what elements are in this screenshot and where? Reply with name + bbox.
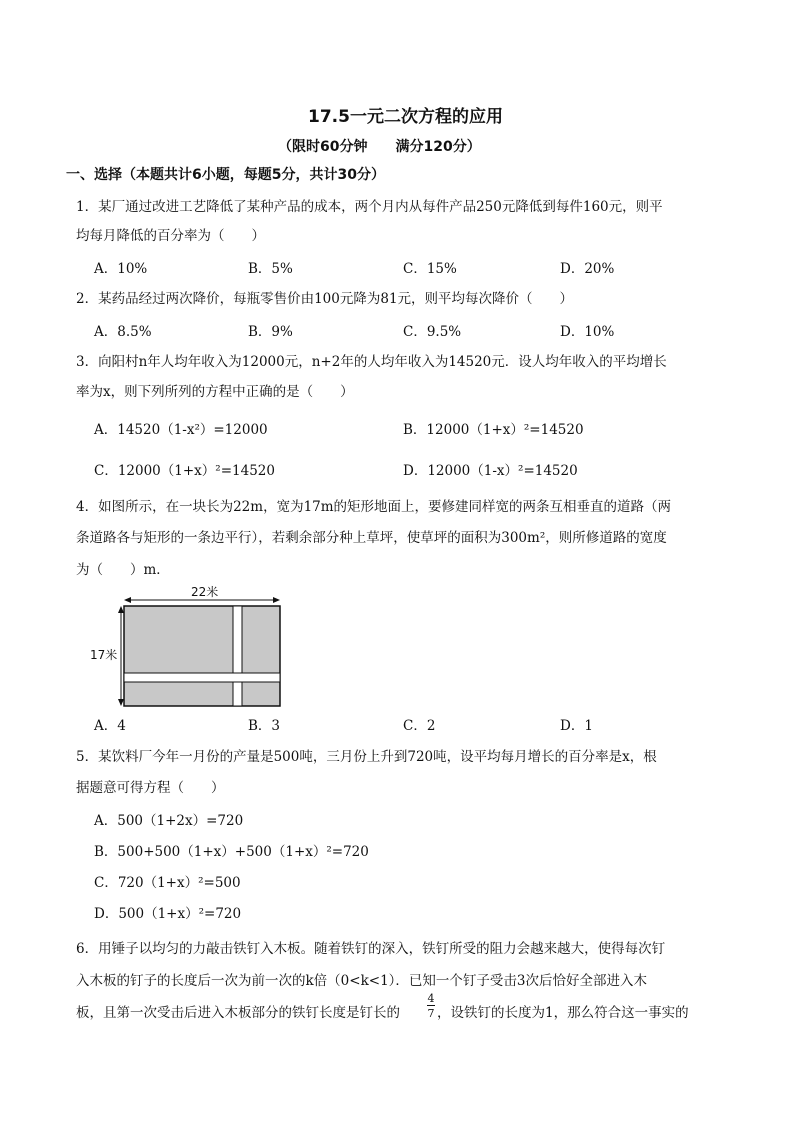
fraction-denominator: 7 <box>427 1007 435 1020</box>
q2-option-a: A．8.5% <box>94 324 152 340</box>
q4-option-c: C．2 <box>403 718 436 734</box>
q3-line2: 率为x，则下列所列的方程中正确的是（ ） <box>76 384 354 400</box>
q5-line1: 5．某饮料厂今年一月份的产量是500吨，三月份上升到720吨，设平均每月增长的百分率是x，根 <box>76 749 657 765</box>
q6-line3b: ，设铁钉的长度为1，那么符合这一事实的 <box>437 1005 689 1021</box>
q1-line2: 均每月降低的百分率为（ ） <box>76 228 265 244</box>
q3-line1: 3．向阳村n年人均年收入为12000元，n+2年的人均年收入为14520元．设人均年收入的平均增长 <box>76 354 667 370</box>
q5-option-d: D．500（1+x）²=720 <box>94 906 242 922</box>
q1-option-b: B．5% <box>248 261 293 277</box>
q4-option-a: A．4 <box>94 718 126 734</box>
q2-line1: 2．某药品经过两次降价，每瓶零售价由100元降为81元，则平均每次降价（ ） <box>76 291 574 307</box>
width-label: 22米 <box>191 585 219 599</box>
section-heading: 一、选择（本题共计6小题，每题5分，共计30分） <box>66 167 385 183</box>
q6-line3a: 板，且第一次受击后进入木板部分的铁钉长度是钉长的 <box>76 1005 400 1021</box>
q2-option-b: B．9% <box>248 324 293 340</box>
q3-option-d: D．12000（1-x）²=14520 <box>403 463 578 479</box>
height-label: 17米 <box>90 648 118 662</box>
q1-option-c: C．15% <box>403 261 457 277</box>
q4-line1: 4．如图所示，在一块长为22m，宽为17m的矩形地面上，要修建同样宽的两条互相垂直的道路（两 <box>76 499 672 515</box>
field-rectangle <box>124 606 280 706</box>
q1-line1: 1．某厂通过改进工艺降低了某种产品的成本，两个月内从每件产品250元降低到每件160元，则平 <box>76 199 663 215</box>
q5-option-b: B．500+500（1+x）+500（1+x）²=720 <box>94 844 369 860</box>
q1-option-d: D．20% <box>560 261 615 277</box>
vertical-road <box>233 606 242 706</box>
q3-option-c: C．12000（1+x）²=14520 <box>94 463 275 479</box>
fraction-numerator: 4 <box>427 992 435 1005</box>
q4-line2: 条道路各与矩形的一条边平行），若剩余部分种上草坪，使草坪的面积为300m²，则所修道路的宽度 <box>76 530 667 546</box>
horizontal-road <box>124 673 280 682</box>
q4-option-d: D．1 <box>560 718 593 734</box>
q6-line2: 入木板的钉子的长度后一次为前一次的k倍（0<k<1）．已知一个钉子受击3次后恰好全部进入木 <box>76 973 648 989</box>
q1-option-a: A．10% <box>94 261 148 277</box>
q3-option-a: A．14520（1-x²）=12000 <box>94 422 268 438</box>
q2-option-d: D．10% <box>560 324 615 340</box>
page-title: 17.5一元二次方程的应用 <box>308 107 503 127</box>
fraction-bar <box>427 1005 435 1006</box>
q4-option-b: B．3 <box>248 718 281 734</box>
q2-option-c: C．9.5% <box>403 324 462 340</box>
q5-line2: 据题意可得方程（ ） <box>76 780 225 796</box>
q5-option-a: A．500（1+2x）=720 <box>94 813 244 829</box>
q6-line1: 6．用锤子以均匀的力敲击铁钉入木板。随着铁钉的深入，铁钉所受的阻力会越来越大，使得每次钉 <box>76 941 666 957</box>
page-subtitle: （限时60分钟 满分120分） <box>278 139 481 155</box>
q4-figure <box>88 583 288 709</box>
q3-option-b: B．12000（1+x）²=14520 <box>403 422 584 438</box>
q4-line3: 为（ ）m． <box>76 562 170 578</box>
q5-option-c: C．720（1+x）²=500 <box>94 875 241 891</box>
